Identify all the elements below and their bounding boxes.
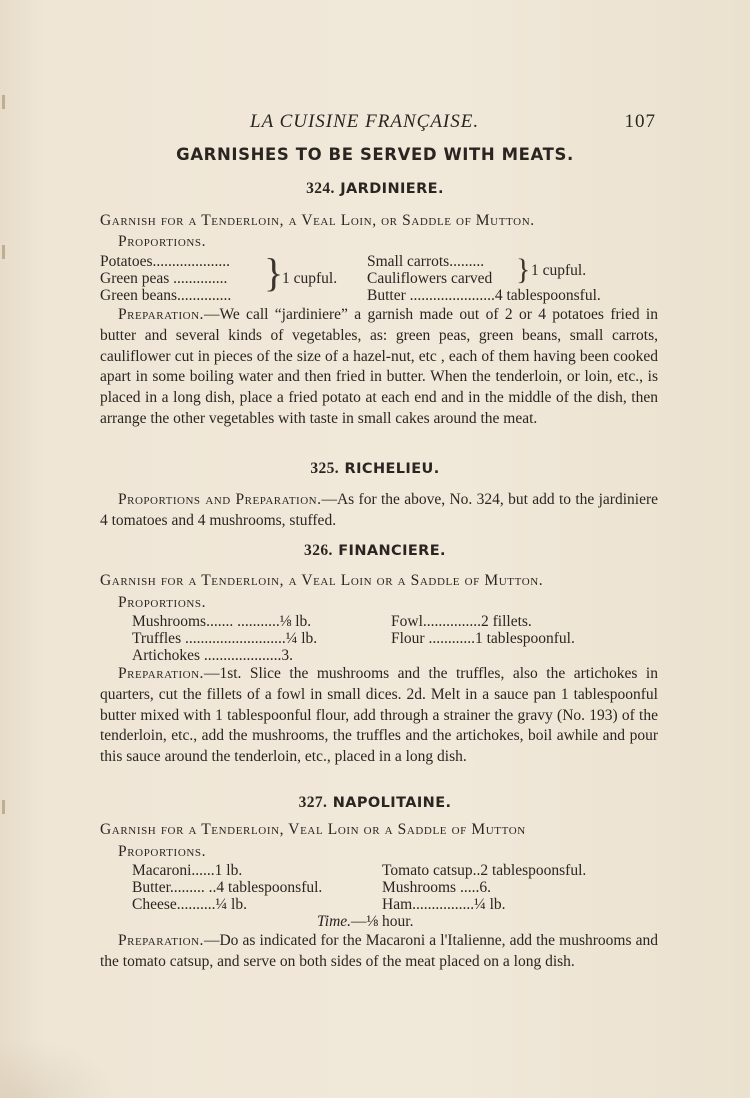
preparation-text: —As for the above, No. 324, but add to the jardiniere 4 tomatoes and 4 mushrooms, stuffed.: [100, 491, 659, 529]
section-heading-325: 325. RICHELIEU.: [310, 460, 440, 477]
chapter-title: GARNISHES TO BE SERVED WITH MEATS.: [176, 145, 574, 164]
ingredient-left-327-0: Macaroni......1 lb.: [132, 862, 243, 879]
page-number: 107: [624, 111, 656, 132]
page-edge-mark: [2, 800, 5, 814]
preparation-label: Preparation.: [118, 306, 204, 323]
ingredient-left-324-1: Green peas ..............: [100, 270, 228, 287]
preparation-text: —We call “jardiniere” a garnish made out of 2 or 4 potatoes fried in butter and several kinds of vegetables, as: green peas, green beans, small carrots, cauliflower cut in pieces of the size of a hazel-nut, etc , each of them having been cooked apart in some boiling water and then fried in butter. When the tenderloin, or loin, etc., is placed in a long dish, place a fried potato at each end and in the middle of the dish, then arrange the other vegetables with taste in small cakes around the meat.: [100, 306, 658, 427]
ingredient-right-326-0: Fowl...............2 fillets.: [391, 613, 532, 630]
proportions-label-324: Proportions.: [118, 233, 207, 250]
page-corner-stain: [0, 1038, 120, 1098]
time-value: —⅛ hour.: [351, 913, 414, 930]
quantity-left-324: 1 cupful.: [282, 270, 338, 287]
ingredient-left-327-1: Butter......... ..4 tablespoonsful.: [132, 879, 323, 896]
ingredient-right-327-0: Tomato catsup..2 tablespoonsful.: [382, 862, 587, 879]
proportions-label-327: Proportions.: [118, 843, 207, 860]
preparation-text: —Do as indicated for the Macaroni a l'Italienne, add the mushrooms and the tomato catsup, and serve on both sides of the meat placed on a long dish.: [100, 932, 658, 970]
ingredient-left-326-0: Mushrooms....... ...........⅛ lb.: [132, 613, 312, 630]
ingredient-right-327-2: Ham................¼ lb.: [382, 896, 506, 913]
ingredient-left-327-2: Cheese..........¼ lb.: [132, 896, 247, 913]
ingredient-left-324-2: Green beans..............: [100, 287, 232, 304]
ingredient-right-324-1: Cauliflowers carved: [367, 270, 493, 287]
ingredient-left-324-0: Potatoes....................: [100, 253, 231, 270]
garnish-for-326: Garnish for a Tenderloin, a Veal Loin or a Saddle of Mutton.: [100, 572, 544, 589]
running-head-title: LA CUISINE FRANÇAISE.: [250, 111, 480, 132]
garnish-for-324: Garnish for a Tenderloin, a Veal Loin, or Saddle of Mutton.: [100, 212, 535, 229]
brace-icon: }: [264, 250, 284, 295]
ingredient-left-326-2: Artichokes ....................3.: [132, 647, 294, 664]
preparation-326: [100, 664, 658, 768]
garnish-for-327: Garnish for a Tenderloin, Veal Loin or a Saddle of Mutton: [100, 821, 526, 838]
running-head: [100, 111, 656, 135]
proportions-label-326: Proportions.: [118, 594, 207, 611]
cooking-time-327: [317, 913, 413, 930]
brace-icon: }: [516, 253, 531, 286]
preparation-325: [100, 490, 658, 532]
preparation-label: Proportions and Preparation.: [118, 491, 322, 508]
ingredient-left-326-1: Truffles ..........................¼ lb.: [132, 630, 318, 647]
ingredient-butter-324: Butter ......................4 tablespoonsful.: [367, 287, 601, 304]
preparation-text: —1st. Slice the mushrooms and the truffles, also the artichokes in quarters, cut the fillets of a fowl in small dices. 2d. Melt in a sauce pan 1 tablespoonful butter mixed with 1 tablespoonful flour, add through a strainer the gravy (No. 193) of the tenderloin, etc., add the mushrooms, the truffles and the artichokes, boil awhile and pour this sauce around the tenderloin, etc., placed in a long dish.: [100, 665, 658, 766]
time-label: Time.: [317, 913, 352, 930]
page-edge-mark: [2, 95, 5, 109]
preparation-label: Preparation.: [118, 665, 204, 682]
ingredient-right-327-1: Mushrooms .....6.: [382, 879, 491, 896]
section-heading-327: 327. NAPOLITAINE.: [298, 794, 452, 811]
page-edge-mark: [2, 245, 5, 259]
section-heading-326: 326. FINANCIERE.: [304, 542, 446, 559]
preparation-327: [100, 931, 658, 973]
ingredient-right-324-0: Small carrots.........: [367, 253, 485, 270]
preparation-label: Preparation.: [118, 932, 204, 949]
preparation-324: [100, 305, 658, 430]
ingredient-right-326-1: Flour ............1 tablespoonful.: [391, 630, 575, 647]
quantity-right-324: 1 cupful.: [531, 262, 587, 279]
section-heading-324: 324. JARDINIERE.: [306, 180, 444, 197]
